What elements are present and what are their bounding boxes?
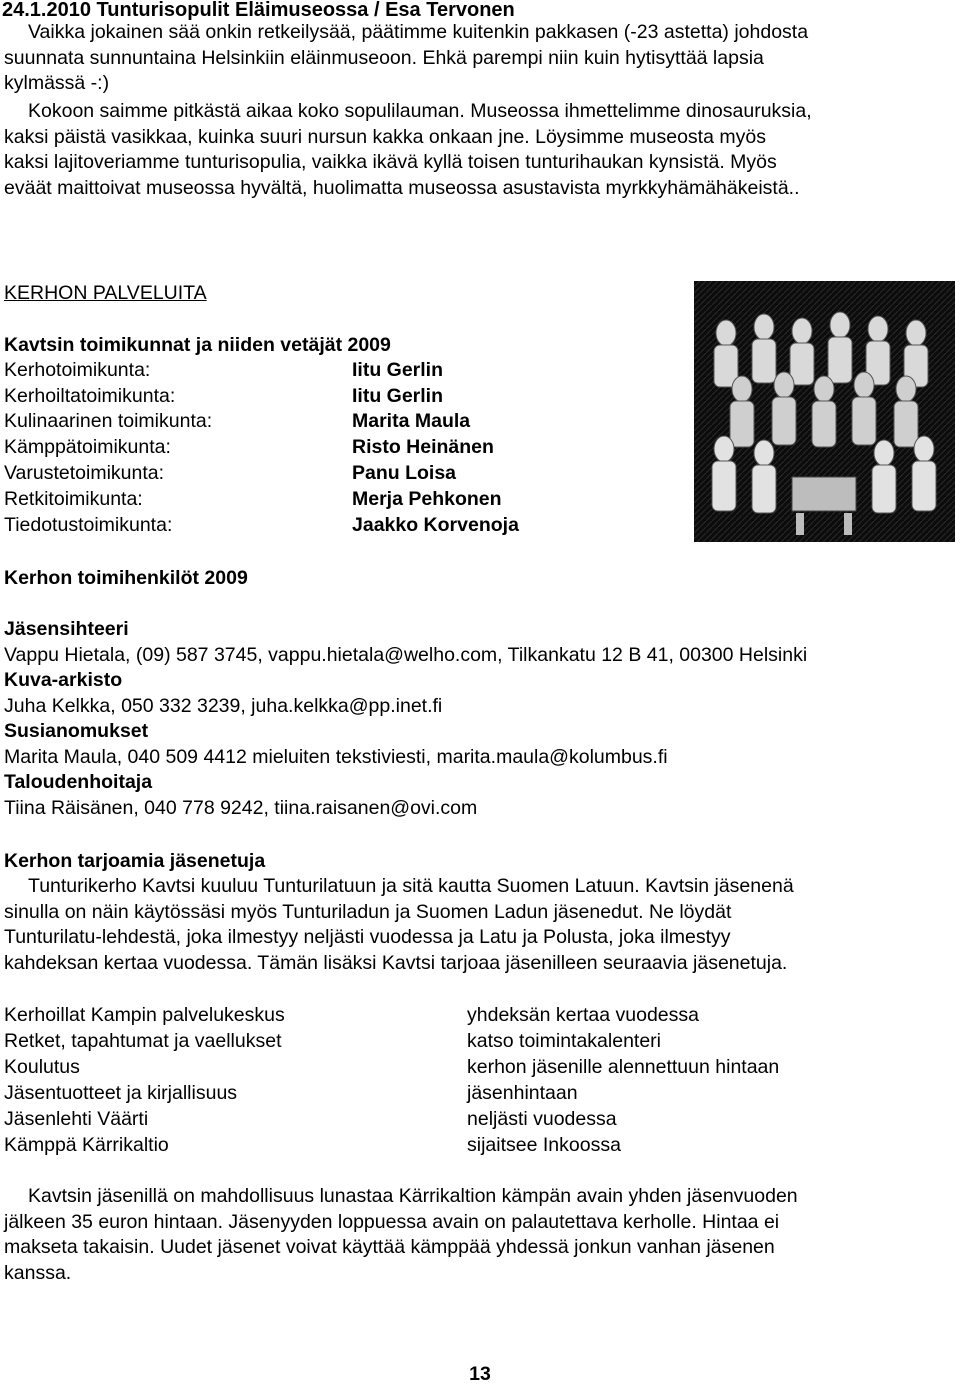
committee-name: Kämppätoimikunta:: [4, 436, 171, 458]
text-line: kanssa.: [4, 1261, 72, 1284]
officials-list: [4, 617, 807, 821]
committee-leader: Iitu Gerlin: [352, 359, 444, 381]
text-line: makseta takaisin. Uudet jäsenet voivat käyttää kämppää yhdessä jonkun vanhan jäsenen: [4, 1236, 775, 1258]
committee-name: Varustetoimikunta:: [4, 462, 165, 484]
text-line: Tunturilatu-lehdestä, joka ilmestyy neljästi vuodessa ja Latu ja Polusta, joka ilmestyy: [4, 926, 731, 948]
committee-leader: Marita Maula: [352, 410, 471, 432]
benefit-item: Jäsentuotteet ja kirjallisuus: [4, 1082, 238, 1104]
benefit-item: Jäsenlehti Väärti: [4, 1108, 149, 1130]
text-line: kahdeksan kertaa vuodessa. Tämän lisäksi Kavtsi tarjoaa jäsenilleen seuraavia jäsenetuja.: [4, 951, 788, 974]
benefit-item: Kerhoillat Kampin palvelukeskus: [4, 1004, 285, 1026]
benefit-item: Kämppä Kärrikaltio: [4, 1134, 169, 1156]
article-paragraph-1: [4, 20, 955, 97]
text-line: jälkeen 35 euron hintaan. Jäsenyyden loppuessa avain on palautettava kerholle. Hintaa ei: [4, 1210, 780, 1233]
benefit-detail: yhdeksän kertaa vuodessa: [467, 1004, 699, 1026]
group-drawing-icon: [694, 281, 955, 542]
text-line: kaksi päistä vasikkaa, kuinka suuri nursun kakka onkaan jne. Löysimme museosta myös: [4, 125, 766, 148]
benefit-detail: katso toimintakalenteri: [467, 1030, 662, 1052]
committee-leader: Merja Pehkonen: [352, 488, 502, 510]
text-line: Tunturikerho Kavtsi kuuluu Tunturilatuun ja sitä kautta Suomen Latuun. Kavtsin jäsenenä: [28, 875, 794, 897]
official-role: Kuva-arkisto: [4, 669, 123, 691]
committee-name: Tiedotustoimikunta:: [4, 514, 173, 536]
text-line: kaksi lajitoveriamme tunturisopulia, vaikka ikävä kyllä toisen tunturihaukan kynsistä. Myös: [4, 151, 777, 173]
text-line: Kokoon saimme pitkästä aikaa koko sopulilauman. Museossa ihmettelimme dinosauruksia,: [28, 100, 812, 122]
section-heading: KERHON PALVELUITA: [4, 282, 207, 304]
benefits-intro: [4, 874, 955, 976]
text-line: eväät maittoivat museossa hyvältä, huolimatta museossa asustavista myrkkyhämähäkeistä..: [4, 176, 800, 199]
officials-heading: Kerhon toimihenkilöt 2009: [4, 567, 248, 589]
committee-leader: Risto Heinänen: [352, 436, 494, 458]
benefit-item: Retket, tapahtumat ja vaellukset: [4, 1030, 282, 1052]
text-line: Vaikka jokainen sää onkin retkeilysää, päätimme kuitenkin pakkasen (-23 astetta) johdosta: [28, 21, 809, 43]
official-info: Juha Kelkka, 050 332 3239, juha.kelkka@pp.inet.fi: [4, 694, 443, 717]
official-info: Marita Maula, 040 509 4412 mieluiten tekstiviesti, marita.maula@kolumbus.fi: [4, 745, 668, 768]
committees-heading: Kavtsin toimikunnat ja niiden vetäjät 2009: [4, 334, 391, 356]
benefit-detail: jäsenhintaan: [467, 1082, 578, 1104]
official-role: Jäsensihteeri: [4, 618, 129, 640]
committee-leader: Jaakko Korvenoja: [352, 514, 519, 536]
cabin-paragraph: [4, 1184, 955, 1286]
group-illustration: [694, 281, 955, 542]
text-line: Kavtsin jäsenillä on mahdollisuus lunastaa Kärrikaltion kämpän avain yhden jäsenvuoden: [28, 1185, 798, 1207]
committee-name: Kerhotoimikunta:: [4, 359, 151, 381]
committee-leader: Panu Loisa: [352, 462, 457, 484]
official-info: Vappu Hietala, (09) 587 3745, vappu.hietala@welho.com, Tilkankatu 12 B 41, 00300 Helsinki: [4, 643, 808, 666]
text-line: kylmässä -:): [4, 72, 110, 94]
article-paragraph-2: [4, 99, 955, 201]
benefit-detail: kerhon jäsenille alennettuun hintaan: [467, 1056, 780, 1078]
benefit-detail: neljästi vuodessa: [467, 1108, 617, 1130]
official-role: Taloudenhoitaja: [4, 771, 153, 793]
committee-name: Kerhoiltatoimikunta:: [4, 385, 176, 407]
benefits-heading: Kerhon tarjoamia jäsenetuja: [4, 850, 266, 872]
page-number: 13: [469, 1363, 491, 1385]
benefit-item: Koulutus: [4, 1056, 80, 1078]
text-line: sinulla on näin käytössäsi myös Tunturiladun ja Suomen Ladun jäsenedut. Ne löydät: [4, 900, 732, 923]
official-info: Tiina Räisänen, 040 778 9242, tiina.raisanen@ovi.com: [4, 796, 478, 819]
text-line: suunnata sunnuntaina Helsinkiin eläinmuseoon. Ehkä parempi niin kuin hytisyttää lapsia: [4, 46, 764, 69]
committee-name: Retkitoimikunta:: [4, 488, 143, 510]
benefit-detail: sijaitsee Inkoossa: [467, 1134, 621, 1156]
official-role: Susianomukset: [4, 720, 149, 742]
article-title: 24.1.2010 Tunturisopulit Eläimuseossa / Esa Tervonen: [2, 0, 515, 21]
committee-leader: Iitu Gerlin: [352, 385, 444, 407]
committee-name: Kulinaarinen toimikunta:: [4, 410, 213, 432]
